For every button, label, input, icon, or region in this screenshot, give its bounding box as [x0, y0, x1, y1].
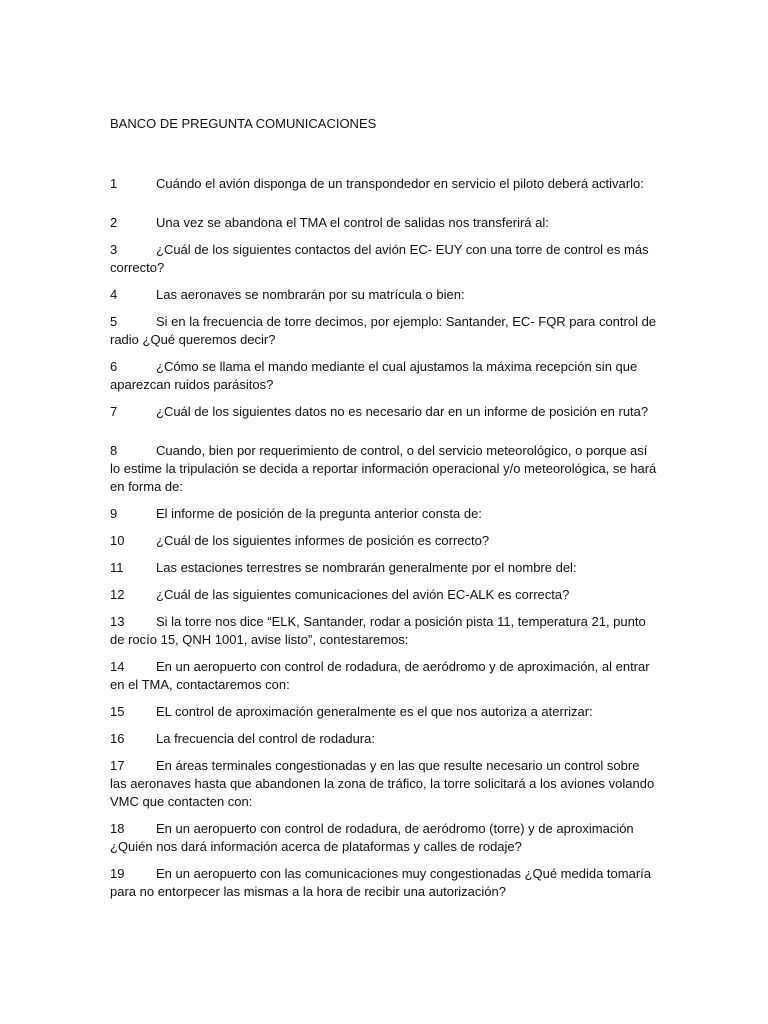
question-text: En un aeropuerto con control de rodadura, de aeródromo y de aproximación, al entrar en el TMA, contactaremos con: — [110, 659, 650, 692]
question-1 — [110, 175, 658, 193]
question-number: 10 — [110, 533, 125, 548]
question-number: 19 — [110, 866, 125, 881]
question-number: 15 — [110, 704, 125, 719]
question-number: 8 — [110, 443, 118, 458]
question-15 — [110, 703, 658, 721]
question-text: ¿Cómo se llama el mando mediante el cual ajustamos la máxima recepción sin que aparezcan ruidos parásitos? — [110, 359, 638, 392]
question-11 — [110, 559, 658, 577]
document-page — [110, 115, 658, 910]
question-number: 7 — [110, 404, 118, 419]
question-text: Cuándo el avión disponga de un transpondedor en servicio el piloto deberá activarlo: — [156, 176, 644, 191]
question-8 — [110, 442, 658, 496]
question-text: Las estaciones terrestres se nombrarán generalmente por el nombre del: — [156, 560, 577, 575]
question-number: 16 — [110, 731, 125, 746]
question-14 — [110, 658, 658, 694]
question-6 — [110, 358, 658, 394]
question-12 — [110, 586, 658, 604]
question-number: 14 — [110, 659, 125, 674]
question-text: Si en la frecuencia de torre decimos, por ejemplo: Santander, EC- FQR para control de radio ¿Qué queremos decir? — [110, 314, 657, 347]
question-number: 2 — [110, 215, 118, 230]
question-number: 4 — [110, 287, 118, 302]
question-number: 11 — [110, 560, 124, 575]
question-text: En un aeropuerto con las comunicaciones muy congestionadas ¿Qué medida tomaría para no entorpecer las mismas a la hora de recibir una autorización? — [110, 866, 652, 899]
question-4 — [110, 286, 658, 304]
question-number: 9 — [110, 506, 118, 521]
question-5 — [110, 313, 658, 349]
question-text: ¿Cuál de los siguientes contactos del avión EC- EUY con una torre de control es más correcto? — [110, 242, 649, 275]
question-text: ¿Cuál de los siguientes informes de posición es correcto? — [156, 533, 490, 548]
question-13 — [110, 613, 658, 649]
question-text: En áreas terminales congestionadas y en las que resulte necesario un control sobre las aeronaves hasta que abandonen la zona de tráfico, la torre solicitará a los aviones volando VMC que contacten con: — [110, 758, 655, 809]
question-number: 5 — [110, 314, 118, 329]
question-text: Si la torre nos dice “ELK, Santander, rodar a posición pista 11, temperatura 21, punto de rocío 15, QNH 1001, avise listo”, contestaremos: — [110, 614, 646, 647]
question-text: El informe de posición de la pregunta anterior consta de: — [156, 506, 482, 521]
question-text: EL control de aproximación generalmente es el que nos autoriza a aterrizar: — [156, 704, 593, 719]
question-text: En un aeropuerto con control de rodadura, de aeródromo (torre) y de aproximación ¿Quién nos dará información acerca de plataformas y calles de rodaje? — [110, 821, 634, 854]
question-number: 18 — [110, 821, 125, 836]
question-text: Las aeronaves se nombrarán por su matrícula o bien: — [156, 287, 465, 302]
question-3 — [110, 241, 658, 277]
question-text: Cuando, bien por requerimiento de control, o del servicio meteorológico, o porque así lo estime la tripulación se decida a reportar información operacional y/o meteorológica, se hará en forma de: — [110, 443, 657, 494]
question-text: La frecuencia del control de rodadura: — [156, 731, 375, 746]
question-number: 1 — [110, 176, 118, 191]
question-number: 12 — [110, 587, 125, 602]
question-number: 6 — [110, 359, 118, 374]
question-number: 17 — [110, 758, 125, 773]
question-text: Una vez se abandona el TMA el control de salidas nos transferirá al: — [156, 215, 549, 230]
question-16 — [110, 730, 658, 748]
question-7 — [110, 403, 658, 421]
question-text: ¿Cuál de las siguientes comunicaciones del avión EC-ALK es correcta? — [156, 587, 570, 602]
question-9 — [110, 505, 658, 523]
question-2 — [110, 214, 658, 232]
question-17 — [110, 757, 658, 811]
question-19 — [110, 865, 658, 901]
document-title: BANCO DE PREGUNTA COMUNICACIONES — [110, 116, 377, 131]
question-text: ¿Cuál de los siguientes datos no es necesario dar en un informe de posición en ruta? — [156, 404, 649, 419]
question-18 — [110, 820, 658, 856]
question-number: 13 — [110, 614, 125, 629]
question-number: 3 — [110, 242, 118, 257]
question-10 — [110, 532, 658, 550]
